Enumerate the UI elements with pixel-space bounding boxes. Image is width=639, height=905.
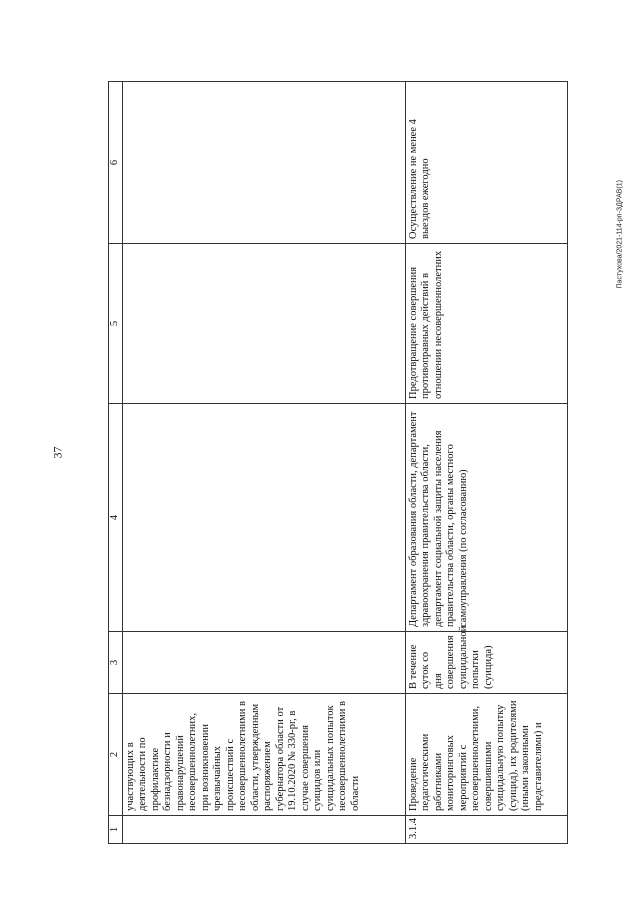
cell-number — [122, 816, 405, 844]
table-row-3-1-4 — [405, 82, 568, 844]
cell-activity: Проведение педагогическими работниками мониторинговых мероприятий с несовершеннолетними, совершившими суицидальную попытку (суицид), их родителями (иными законными представителями) и — [405, 694, 568, 816]
cell-executors: Департамент образования области, департамент здравоохранения правительства области, департамент социальной защиты населения правительства области, органы местного самоуправления (по согласованию) — [405, 404, 568, 632]
cell-executors — [122, 404, 405, 632]
table-header-row — [109, 82, 123, 844]
plan-table — [108, 81, 568, 844]
cell-activity: участвующих в деятельности по профилактике безнадзорности и правонарушений несовершеннолетних, при возникновении чрезвычайных происшествий с несовершеннолетними в области, утвержденным распоряжением губернатора области от 19.10.2020 № 330-рг, в случае совершения суицидов или суицидальных попыток несовершеннолетними в области — [122, 694, 405, 816]
cell-deadline — [122, 632, 405, 694]
cell-result — [122, 244, 405, 404]
page-number: 37 — [50, 446, 65, 459]
document-footer-code: Пастухова/2021-114-рп-ЗДРАВ(1) — [616, 180, 624, 289]
header-cell: 1 — [109, 816, 123, 844]
cell-deadline: В течение суток со дня совершения суицидальной попытки (суицида) — [405, 632, 568, 694]
header-cell: 2 — [109, 694, 123, 816]
cell-number: 3.1.4 — [405, 816, 568, 844]
header-cell: 4 — [109, 404, 123, 632]
header-cell: 3 — [109, 632, 123, 694]
cell-indicator: Осуществление не менее 4 выездов ежегодно — [405, 82, 568, 244]
cell-indicator — [122, 82, 405, 244]
header-cell: 6 — [109, 82, 123, 244]
header-cell: 5 — [109, 244, 123, 404]
cell-result: Предотвращение совершения противоправных действий в отношении несовершеннолетних — [405, 244, 568, 404]
table-row-continuation — [122, 82, 405, 844]
rotated-table-container — [108, 82, 568, 844]
